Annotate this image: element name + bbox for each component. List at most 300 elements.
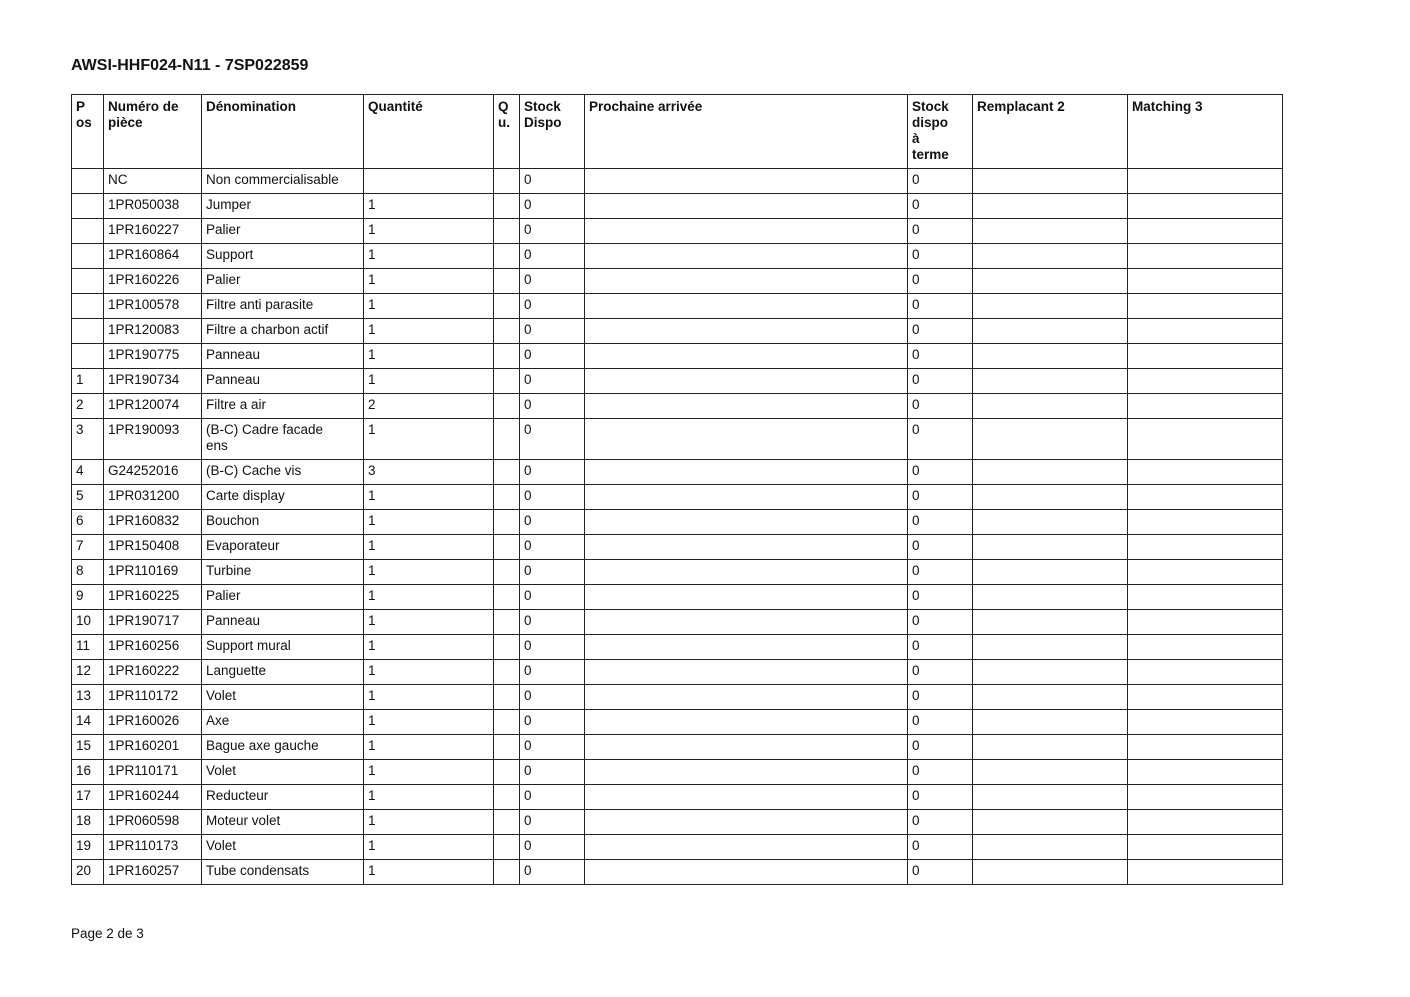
cell-denomination: Bague axe gauche — [202, 735, 364, 760]
cell-pos — [72, 219, 104, 244]
cell-denomination: Filtre anti parasite — [202, 294, 364, 319]
cell-qu — [494, 810, 520, 835]
cell-qu — [494, 194, 520, 219]
cell-prochaine-arrivee — [585, 760, 908, 785]
cell-numero-piece: 1PR060598 — [104, 810, 202, 835]
cell-matching — [1128, 460, 1283, 485]
cell-numero-piece: 1PR110172 — [104, 685, 202, 710]
cell-remplacant — [973, 510, 1128, 535]
cell-qu — [494, 319, 520, 344]
cell-pos: 10 — [72, 610, 104, 635]
cell-prochaine-arrivee — [585, 585, 908, 610]
cell-pos — [72, 319, 104, 344]
cell-stock-dispo-a-terme: 0 — [908, 510, 973, 535]
cell-quantite: 1 — [364, 244, 494, 269]
cell-stock-dispo-a-terme: 0 — [908, 760, 973, 785]
cell-remplacant — [973, 610, 1128, 635]
cell-denomination: Palier — [202, 585, 364, 610]
table-row — [72, 319, 1283, 344]
table-row — [72, 660, 1283, 685]
cell-denomination: Panneau — [202, 369, 364, 394]
cell-pos: 8 — [72, 560, 104, 585]
cell-prochaine-arrivee — [585, 194, 908, 219]
cell-denomination: Carte display — [202, 485, 364, 510]
cell-qu — [494, 460, 520, 485]
cell-stock-dispo-a-terme: 0 — [908, 785, 973, 810]
cell-remplacant — [973, 535, 1128, 560]
cell-stock-dispo: 0 — [520, 560, 585, 585]
cell-qu — [494, 219, 520, 244]
cell-remplacant — [973, 460, 1128, 485]
cell-stock-dispo-a-terme: 0 — [908, 635, 973, 660]
cell-remplacant — [973, 560, 1128, 585]
cell-remplacant — [973, 319, 1128, 344]
cell-stock-dispo-a-terme: 0 — [908, 485, 973, 510]
cell-prochaine-arrivee — [585, 219, 908, 244]
cell-remplacant — [973, 785, 1128, 810]
cell-pos — [72, 269, 104, 294]
cell-stock-dispo: 0 — [520, 635, 585, 660]
cell-qu — [494, 660, 520, 685]
cell-qu — [494, 585, 520, 610]
cell-matching — [1128, 760, 1283, 785]
cell-numero-piece: 1PR120074 — [104, 394, 202, 419]
cell-quantite: 1 — [364, 294, 494, 319]
cell-qu — [494, 419, 520, 460]
cell-stock-dispo-a-terme: 0 — [908, 560, 973, 585]
cell-matching — [1128, 419, 1283, 460]
cell-stock-dispo: 0 — [520, 585, 585, 610]
cell-remplacant — [973, 860, 1128, 885]
cell-qu — [494, 344, 520, 369]
cell-qu — [494, 269, 520, 294]
table-row — [72, 585, 1283, 610]
cell-prochaine-arrivee — [585, 785, 908, 810]
cell-denomination: Non commercialisable — [202, 169, 364, 194]
cell-stock-dispo: 0 — [520, 269, 585, 294]
cell-remplacant — [973, 685, 1128, 710]
cell-stock-dispo-a-terme: 0 — [908, 810, 973, 835]
cell-qu — [494, 860, 520, 885]
cell-quantite: 1 — [364, 860, 494, 885]
cell-prochaine-arrivee — [585, 735, 908, 760]
cell-quantite: 1 — [364, 585, 494, 610]
cell-stock-dispo-a-terme: 0 — [908, 219, 973, 244]
cell-numero-piece: 1PR160257 — [104, 860, 202, 885]
cell-numero-piece: 1PR050038 — [104, 194, 202, 219]
cell-pos: 5 — [72, 485, 104, 510]
cell-remplacant — [973, 710, 1128, 735]
cell-stock-dispo-a-terme: 0 — [908, 835, 973, 860]
cell-denomination: Volet — [202, 685, 364, 710]
cell-stock-dispo: 0 — [520, 485, 585, 510]
cell-prochaine-arrivee — [585, 660, 908, 685]
cell-numero-piece: 1PR160832 — [104, 510, 202, 535]
cell-matching — [1128, 510, 1283, 535]
header-qu: Q u. — [494, 95, 520, 169]
cell-remplacant — [973, 735, 1128, 760]
cell-matching — [1128, 585, 1283, 610]
cell-denomination: Bouchon — [202, 510, 364, 535]
table-row — [72, 835, 1283, 860]
cell-remplacant — [973, 660, 1128, 685]
header-prochaine-arrivee: Prochaine arrivée — [585, 95, 908, 169]
cell-denomination: Palier — [202, 219, 364, 244]
cell-qu — [494, 685, 520, 710]
cell-quantite: 1 — [364, 219, 494, 244]
cell-matching — [1128, 319, 1283, 344]
cell-stock-dispo-a-terme: 0 — [908, 319, 973, 344]
cell-qu — [494, 835, 520, 860]
cell-matching — [1128, 835, 1283, 860]
cell-stock-dispo: 0 — [520, 169, 585, 194]
parts-table-body — [72, 169, 1283, 885]
cell-stock-dispo-a-terme: 0 — [908, 610, 973, 635]
cell-qu — [494, 394, 520, 419]
cell-denomination: Volet — [202, 835, 364, 860]
table-row — [72, 369, 1283, 394]
cell-prochaine-arrivee — [585, 485, 908, 510]
cell-matching — [1128, 560, 1283, 585]
cell-quantite: 1 — [364, 610, 494, 635]
cell-numero-piece: 1PR120083 — [104, 319, 202, 344]
parts-table — [71, 94, 1283, 885]
table-row — [72, 635, 1283, 660]
cell-matching — [1128, 735, 1283, 760]
cell-prochaine-arrivee — [585, 610, 908, 635]
cell-remplacant — [973, 344, 1128, 369]
cell-denomination: Support — [202, 244, 364, 269]
cell-quantite: 1 — [364, 535, 494, 560]
cell-qu — [494, 735, 520, 760]
cell-prochaine-arrivee — [585, 860, 908, 885]
cell-numero-piece: 1PR190093 — [104, 419, 202, 460]
cell-stock-dispo: 0 — [520, 419, 585, 460]
cell-denomination: Turbine — [202, 560, 364, 585]
header-pos: P os — [72, 95, 104, 169]
cell-numero-piece: 1PR160864 — [104, 244, 202, 269]
cell-stock-dispo-a-terme: 0 — [908, 460, 973, 485]
cell-stock-dispo-a-terme: 0 — [908, 344, 973, 369]
cell-numero-piece: 1PR160225 — [104, 585, 202, 610]
cell-matching — [1128, 785, 1283, 810]
cell-stock-dispo-a-terme: 0 — [908, 369, 973, 394]
cell-numero-piece: 1PR150408 — [104, 535, 202, 560]
cell-remplacant — [973, 585, 1128, 610]
cell-numero-piece: 1PR160256 — [104, 635, 202, 660]
cell-qu — [494, 635, 520, 660]
header-numero-piece: Numéro de pièce — [104, 95, 202, 169]
cell-stock-dispo: 0 — [520, 735, 585, 760]
cell-stock-dispo: 0 — [520, 194, 585, 219]
cell-denomination: Axe — [202, 710, 364, 735]
cell-remplacant — [973, 169, 1128, 194]
cell-remplacant — [973, 269, 1128, 294]
cell-prochaine-arrivee — [585, 319, 908, 344]
cell-prochaine-arrivee — [585, 510, 908, 535]
cell-denomination: Evaporateur — [202, 535, 364, 560]
table-row — [72, 810, 1283, 835]
cell-numero-piece: 1PR160201 — [104, 735, 202, 760]
cell-stock-dispo-a-terme: 0 — [908, 735, 973, 760]
cell-prochaine-arrivee — [585, 169, 908, 194]
cell-remplacant — [973, 369, 1128, 394]
cell-numero-piece: 1PR160222 — [104, 660, 202, 685]
table-row — [72, 560, 1283, 585]
cell-pos: 1 — [72, 369, 104, 394]
table-row — [72, 419, 1283, 460]
cell-stock-dispo: 0 — [520, 319, 585, 344]
cell-quantite: 1 — [364, 510, 494, 535]
cell-quantite: 1 — [364, 319, 494, 344]
cell-stock-dispo-a-terme: 0 — [908, 535, 973, 560]
cell-matching — [1128, 169, 1283, 194]
table-row — [72, 760, 1283, 785]
cell-remplacant — [973, 244, 1128, 269]
cell-prochaine-arrivee — [585, 269, 908, 294]
cell-matching — [1128, 294, 1283, 319]
table-row — [72, 535, 1283, 560]
table-row — [72, 194, 1283, 219]
cell-matching — [1128, 485, 1283, 510]
cell-quantite: 1 — [364, 735, 494, 760]
cell-matching — [1128, 344, 1283, 369]
page-footer: Page 2 de 3 — [71, 926, 144, 941]
cell-pos: 6 — [72, 510, 104, 535]
cell-prochaine-arrivee — [585, 294, 908, 319]
cell-numero-piece: 1PR160227 — [104, 219, 202, 244]
table-row — [72, 244, 1283, 269]
cell-prochaine-arrivee — [585, 460, 908, 485]
table-row — [72, 169, 1283, 194]
cell-pos: 14 — [72, 710, 104, 735]
cell-pos — [72, 169, 104, 194]
cell-numero-piece: NC — [104, 169, 202, 194]
cell-qu — [494, 510, 520, 535]
cell-matching — [1128, 535, 1283, 560]
cell-stock-dispo: 0 — [520, 710, 585, 735]
cell-prochaine-arrivee — [585, 710, 908, 735]
table-row — [72, 344, 1283, 369]
cell-pos — [72, 294, 104, 319]
cell-numero-piece: 1PR110173 — [104, 835, 202, 860]
cell-pos: 18 — [72, 810, 104, 835]
cell-quantite: 1 — [364, 560, 494, 585]
cell-numero-piece: 1PR031200 — [104, 485, 202, 510]
cell-stock-dispo-a-terme: 0 — [908, 169, 973, 194]
cell-stock-dispo: 0 — [520, 219, 585, 244]
cell-stock-dispo: 0 — [520, 394, 585, 419]
cell-pos: 4 — [72, 460, 104, 485]
cell-denomination: (B-C) Cadre facade ens — [202, 419, 364, 460]
cell-stock-dispo: 0 — [520, 460, 585, 485]
cell-stock-dispo-a-terme: 0 — [908, 294, 973, 319]
cell-remplacant — [973, 810, 1128, 835]
table-row — [72, 460, 1283, 485]
cell-stock-dispo-a-terme: 0 — [908, 710, 973, 735]
cell-quantite: 2 — [364, 394, 494, 419]
header-stock-dispo-a-terme: Stock dispo à terme — [908, 95, 973, 169]
cell-remplacant — [973, 485, 1128, 510]
cell-prochaine-arrivee — [585, 635, 908, 660]
cell-numero-piece: 1PR160244 — [104, 785, 202, 810]
cell-stock-dispo: 0 — [520, 344, 585, 369]
cell-stock-dispo-a-terme: 0 — [908, 194, 973, 219]
cell-matching — [1128, 369, 1283, 394]
cell-pos: 13 — [72, 685, 104, 710]
cell-qu — [494, 785, 520, 810]
cell-denomination: Moteur volet — [202, 810, 364, 835]
table-row — [72, 785, 1283, 810]
cell-denomination: Languette — [202, 660, 364, 685]
cell-numero-piece: 1PR160226 — [104, 269, 202, 294]
header-denomination: Dénomination — [202, 95, 364, 169]
cell-quantite: 1 — [364, 710, 494, 735]
cell-qu — [494, 710, 520, 735]
cell-numero-piece: 1PR100578 — [104, 294, 202, 319]
cell-stock-dispo: 0 — [520, 510, 585, 535]
cell-prochaine-arrivee — [585, 419, 908, 460]
cell-stock-dispo-a-terme: 0 — [908, 660, 973, 685]
cell-prochaine-arrivee — [585, 560, 908, 585]
cell-quantite: 1 — [364, 485, 494, 510]
cell-stock-dispo-a-terme: 0 — [908, 269, 973, 294]
cell-prochaine-arrivee — [585, 835, 908, 860]
cell-quantite: 1 — [364, 344, 494, 369]
cell-matching — [1128, 635, 1283, 660]
cell-pos — [72, 344, 104, 369]
cell-pos — [72, 194, 104, 219]
cell-stock-dispo: 0 — [520, 785, 585, 810]
cell-matching — [1128, 219, 1283, 244]
table-row — [72, 219, 1283, 244]
cell-numero-piece: 1PR110169 — [104, 560, 202, 585]
cell-stock-dispo-a-terme: 0 — [908, 394, 973, 419]
cell-remplacant — [973, 635, 1128, 660]
cell-denomination: Support mural — [202, 635, 364, 660]
cell-matching — [1128, 660, 1283, 685]
cell-denomination: Filtre a air — [202, 394, 364, 419]
cell-stock-dispo: 0 — [520, 860, 585, 885]
cell-stock-dispo-a-terme: 0 — [908, 585, 973, 610]
cell-matching — [1128, 810, 1283, 835]
cell-stock-dispo: 0 — [520, 810, 585, 835]
cell-denomination: Reducteur — [202, 785, 364, 810]
table-row — [72, 294, 1283, 319]
table-row — [72, 394, 1283, 419]
cell-denomination: Jumper — [202, 194, 364, 219]
cell-matching — [1128, 194, 1283, 219]
cell-pos: 12 — [72, 660, 104, 685]
cell-remplacant — [973, 394, 1128, 419]
cell-denomination: Volet — [202, 760, 364, 785]
cell-quantite: 1 — [364, 369, 494, 394]
cell-prochaine-arrivee — [585, 535, 908, 560]
cell-stock-dispo: 0 — [520, 660, 585, 685]
cell-remplacant — [973, 194, 1128, 219]
cell-quantite: 1 — [364, 635, 494, 660]
cell-prochaine-arrivee — [585, 244, 908, 269]
cell-remplacant — [973, 419, 1128, 460]
cell-qu — [494, 369, 520, 394]
cell-qu — [494, 535, 520, 560]
cell-matching — [1128, 244, 1283, 269]
cell-stock-dispo: 0 — [520, 760, 585, 785]
cell-remplacant — [973, 294, 1128, 319]
cell-remplacant — [973, 760, 1128, 785]
cell-pos: 7 — [72, 535, 104, 560]
cell-prochaine-arrivee — [585, 810, 908, 835]
cell-qu — [494, 169, 520, 194]
cell-qu — [494, 560, 520, 585]
cell-prochaine-arrivee — [585, 394, 908, 419]
cell-stock-dispo: 0 — [520, 685, 585, 710]
cell-qu — [494, 485, 520, 510]
cell-quantite: 1 — [364, 194, 494, 219]
cell-remplacant — [973, 835, 1128, 860]
cell-quantite: 1 — [364, 760, 494, 785]
cell-quantite: 1 — [364, 419, 494, 460]
cell-stock-dispo: 0 — [520, 244, 585, 269]
cell-numero-piece: 1PR110171 — [104, 760, 202, 785]
cell-prochaine-arrivee — [585, 369, 908, 394]
cell-pos: 17 — [72, 785, 104, 810]
cell-qu — [494, 244, 520, 269]
cell-numero-piece: 1PR160026 — [104, 710, 202, 735]
table-row — [72, 860, 1283, 885]
table-row — [72, 485, 1283, 510]
header-matching: Matching 3 — [1128, 95, 1283, 169]
cell-stock-dispo: 0 — [520, 369, 585, 394]
cell-numero-piece: G24252016 — [104, 460, 202, 485]
cell-quantite: 1 — [364, 685, 494, 710]
cell-denomination: Filtre a charbon actif — [202, 319, 364, 344]
table-row — [72, 735, 1283, 760]
cell-pos: 2 — [72, 394, 104, 419]
cell-qu — [494, 294, 520, 319]
cell-stock-dispo: 0 — [520, 535, 585, 560]
cell-matching — [1128, 860, 1283, 885]
header-quantite: Quantité — [364, 95, 494, 169]
cell-prochaine-arrivee — [585, 344, 908, 369]
cell-stock-dispo-a-terme: 0 — [908, 860, 973, 885]
table-row — [72, 610, 1283, 635]
cell-quantite: 1 — [364, 660, 494, 685]
cell-matching — [1128, 710, 1283, 735]
cell-stock-dispo: 0 — [520, 294, 585, 319]
cell-pos: 16 — [72, 760, 104, 785]
cell-numero-piece: 1PR190775 — [104, 344, 202, 369]
cell-qu — [494, 760, 520, 785]
cell-denomination: Panneau — [202, 344, 364, 369]
cell-pos: 9 — [72, 585, 104, 610]
cell-pos: 20 — [72, 860, 104, 885]
cell-pos: 3 — [72, 419, 104, 460]
cell-quantite: 1 — [364, 810, 494, 835]
cell-denomination: Palier — [202, 269, 364, 294]
cell-stock-dispo-a-terme: 0 — [908, 244, 973, 269]
cell-denomination: Tube condensats — [202, 860, 364, 885]
table-header-row — [72, 95, 1283, 169]
cell-denomination: (B-C) Cache vis — [202, 460, 364, 485]
cell-numero-piece: 1PR190717 — [104, 610, 202, 635]
header-remplacant: Remplacant 2 — [973, 95, 1128, 169]
document-title: AWSI-HHF024-N11 - 7SP022859 — [71, 57, 309, 74]
cell-pos: 19 — [72, 835, 104, 860]
cell-denomination: Panneau — [202, 610, 364, 635]
cell-stock-dispo: 0 — [520, 835, 585, 860]
cell-stock-dispo-a-terme: 0 — [908, 419, 973, 460]
